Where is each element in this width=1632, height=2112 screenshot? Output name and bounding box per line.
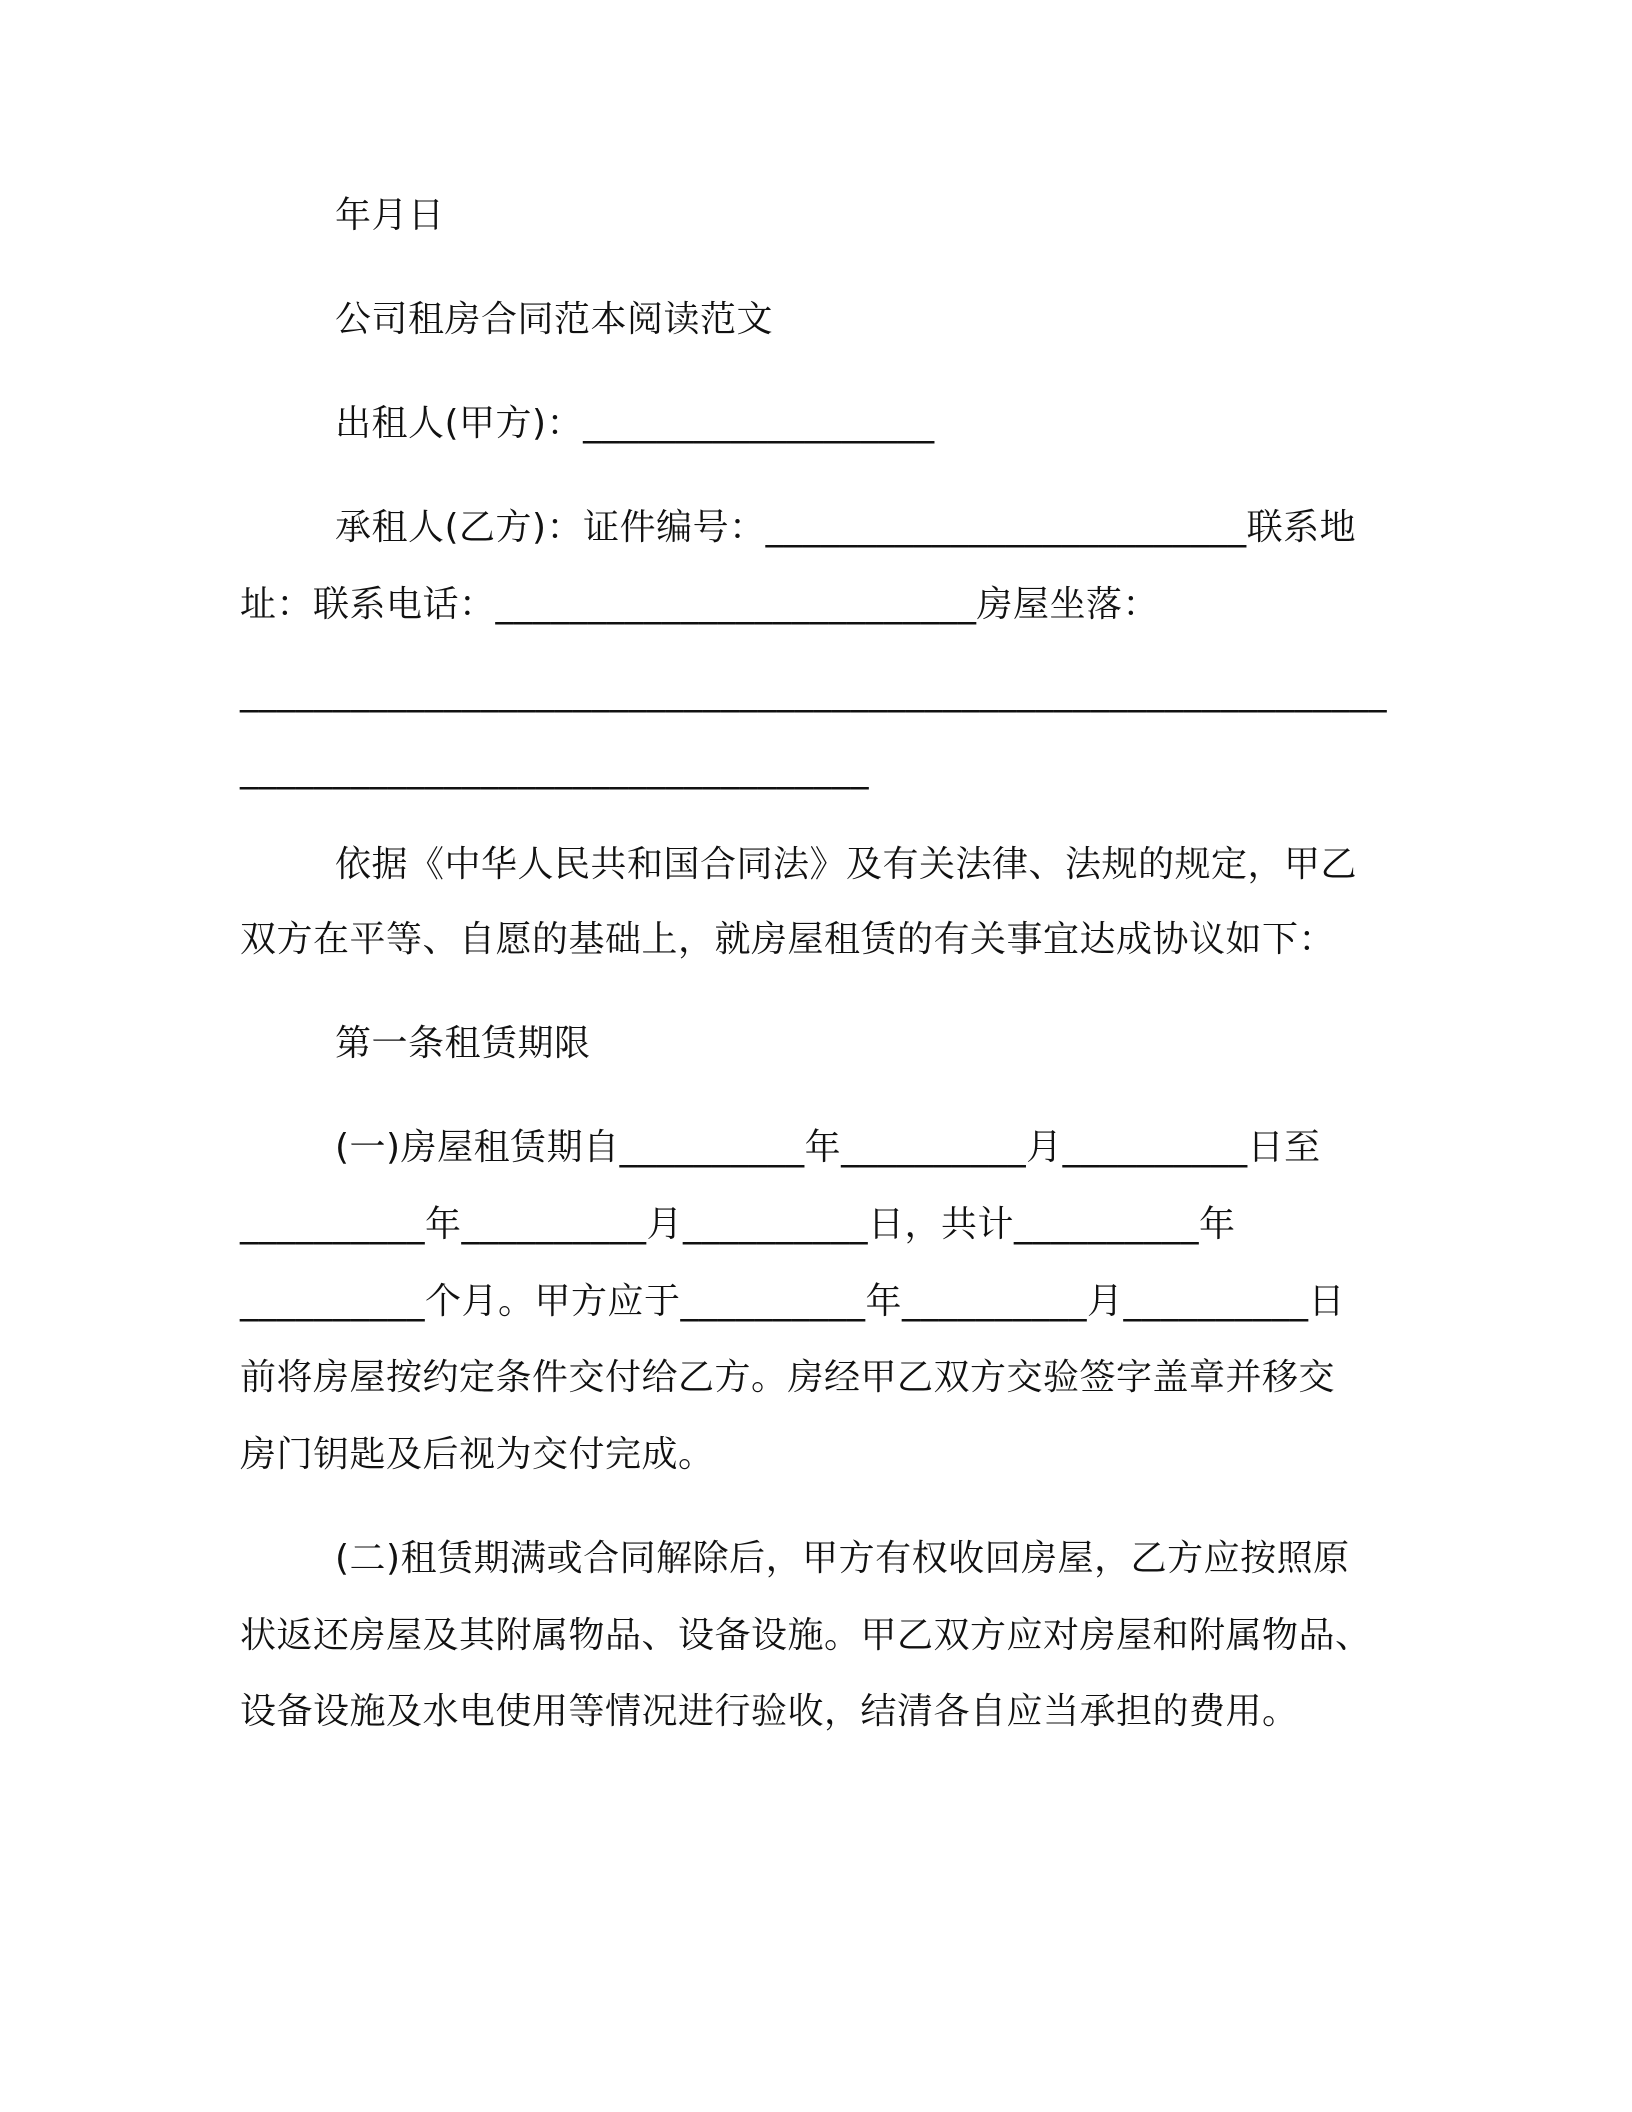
intro-paragraph-line: 双方在平等、自愿的基础上，就房屋租赁的有关事宜达成协议如下：: [240, 919, 1336, 960]
term-paragraph-line: __________个月。甲方应于__________年__________月__________日: [240, 1281, 1346, 1322]
date-line: 年月日: [335, 195, 445, 236]
lessor-line: 出租人(甲方)：___________________: [335, 403, 935, 444]
return-paragraph-line: 设备设施及水电使用等情况进行验收，结清各自应当承担的费用。: [240, 1691, 1299, 1732]
intro-paragraph-line: 依据《中华人民共和国合同法》及有关法律、法规的规定，甲乙: [335, 844, 1358, 885]
document-title: 公司租房合同范本阅读范文: [335, 299, 774, 340]
term-paragraph-line: (一)房屋租赁期自__________年__________月__________日至: [335, 1127, 1321, 1168]
lessee-line: 承租人(乙方)：证件编号：__________________________联系地: [335, 507, 1357, 548]
term-paragraph-line: 房门钥匙及后视为交付完成。: [240, 1434, 715, 1475]
contact-line: 址：联系电话：__________________________房屋坐落：: [240, 584, 1160, 625]
address-blank-line: __________________________________: [240, 749, 869, 790]
address-blank-line: ______________________________________________________________: [240, 672, 1387, 713]
term-paragraph-line: __________年__________月__________日，共计__________年: [240, 1204, 1236, 1245]
section-heading: 第一条租赁期限: [335, 1023, 591, 1064]
term-paragraph-line: 前将房屋按约定条件交付给乙方。房经甲乙双方交验签字盖章并移交: [240, 1357, 1336, 1398]
return-paragraph-line: (二)租赁期满或合同解除后，甲方有权收回房屋，乙方应按照原: [335, 1538, 1350, 1579]
return-paragraph-line: 状返还房屋及其附属物品、设备设施。甲乙双方应对房屋和附属物品、: [240, 1615, 1372, 1656]
